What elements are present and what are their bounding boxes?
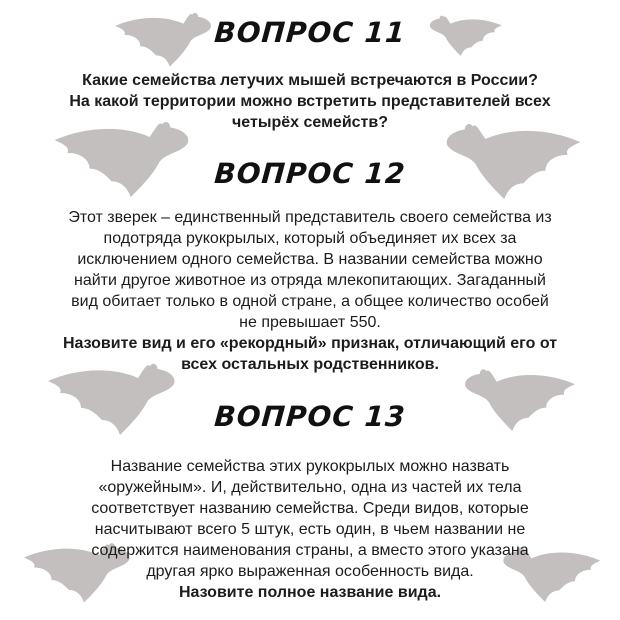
question-13-prompt — [0, 582, 620, 603]
text-line: Какие семейства летучих мышей встречаются в России? — [82, 72, 538, 89]
question-13-body — [0, 456, 620, 582]
question-11-prompt — [0, 70, 620, 133]
question-13 — [0, 400, 620, 603]
question-13-title: ВОПРОС 13 — [213, 400, 407, 433]
question-12 — [0, 157, 620, 375]
text-line: соответствует названию семейства. Среди видов, которые — [91, 500, 529, 517]
question-12-body — [0, 207, 620, 333]
text-line: четырёх семейств? — [232, 114, 388, 131]
question-11 — [0, 16, 620, 133]
text-line: содержится наименования страны, а вместо этого указана — [91, 542, 529, 559]
question-11-title: ВОПРОС 11 — [213, 16, 407, 49]
text-line: «оружейным». И, действительно, одна из частей их тела — [98, 479, 522, 496]
text-line: исключением одного семейства. В названии семейства можно — [77, 251, 543, 268]
text-line: другая ярко выраженная особенность вида. — [146, 563, 474, 580]
text-line: подотряда рукокрылых, который объединяет их всех за — [103, 230, 517, 247]
text-line: Этот зверек – единственный представитель своего семейства из — [68, 209, 552, 226]
text-line: не превышает 550. — [239, 314, 381, 331]
question-12-prompt — [0, 333, 620, 375]
text-line: На какой территории можно встретить представителей всех — [69, 93, 551, 110]
text-line: насчитывают всего 5 штук, есть один, в чьем названии не — [94, 521, 526, 538]
text-line: Назовите вид и его «рекордный» признак, отличающий его от — [62, 335, 558, 352]
text-line: всех остальных родственников. — [181, 356, 439, 373]
text-line: найти другое животное из отряда млекопитающих. Загаданный — [74, 272, 546, 289]
text-line: Назовите полное название вида. — [178, 584, 442, 601]
text-line: вид обитает только в одной стране, а общее количество особей — [71, 293, 549, 310]
text-line: Название семейства этих рукокрылых можно назвать — [110, 458, 510, 475]
question-12-title: ВОПРОС 12 — [213, 157, 407, 190]
